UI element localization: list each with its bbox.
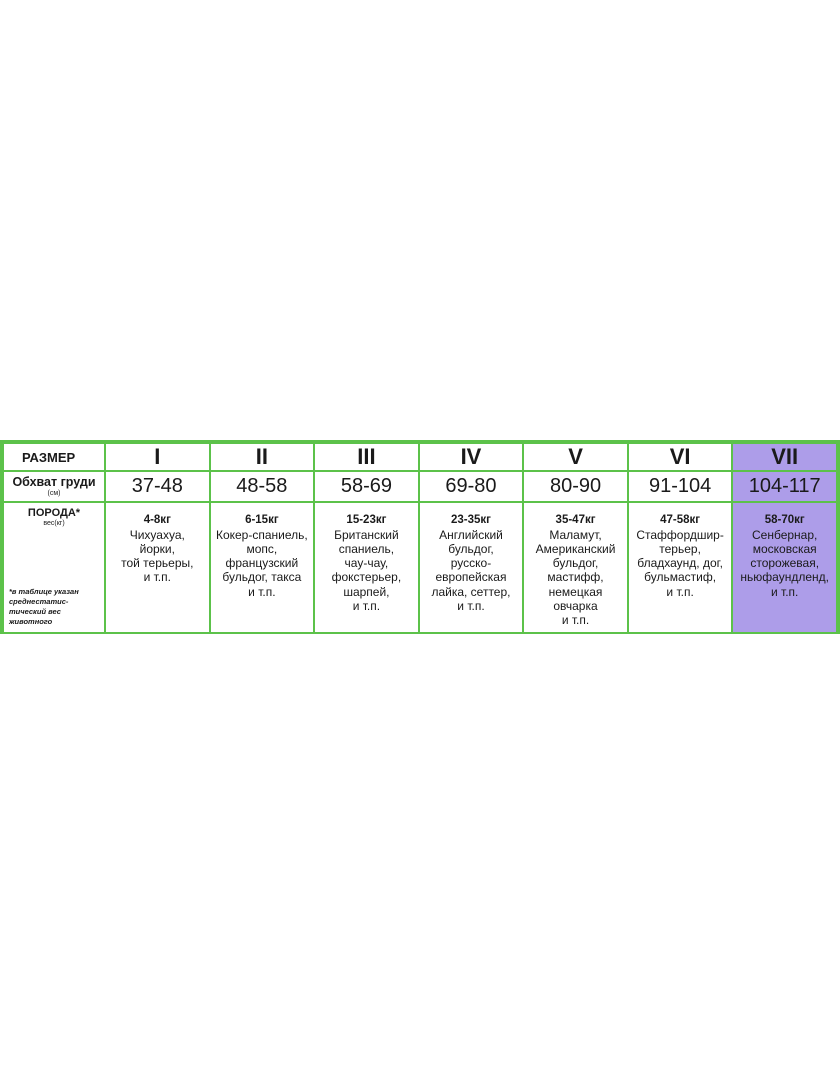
weight-label: вес(кг) [43, 520, 65, 527]
size-row [4, 444, 836, 470]
weight-range: 4-8кг [143, 514, 171, 526]
breed-label-cell [4, 503, 104, 632]
chest-range: 80-90 [524, 472, 627, 501]
breed-label: ПОРОДА* [27, 507, 81, 519]
breed-cell [315, 503, 418, 632]
breed-list: Сенбернар, московская сторожевая, ньюфаундленд, и т.п. [740, 528, 829, 599]
weight-range: 15-23кг [346, 514, 387, 526]
chest-label-cell [4, 472, 104, 501]
weight-range: 35-47кг [555, 514, 596, 526]
breed-cell [211, 503, 314, 632]
breed-cell [629, 503, 732, 632]
weight-range: 47-58кг [660, 514, 701, 526]
chest-range: 37-48 [106, 472, 209, 501]
breed-cell [524, 503, 627, 632]
breed-row [4, 503, 836, 632]
chest-label: Обхват груди [12, 474, 96, 489]
size-roman: III [315, 444, 418, 470]
breed-list: Английский бульдог, русско- европейская лайка, сеттер, и т.п. [431, 528, 511, 613]
chest-row [4, 472, 836, 501]
breed-cell-highlighted [733, 503, 836, 632]
breed-list: Кокер-спаниель, мопс, французский бульдог, такса и т.п. [215, 528, 308, 599]
size-roman-highlighted: VII [733, 444, 836, 470]
breed-list: Британский спаниель, чау-чау, фокстерьер, шарпей, и т.п. [331, 528, 402, 613]
chest-range: 69-80 [420, 472, 523, 501]
size-roman: I [106, 444, 209, 470]
size-roman: V [524, 444, 627, 470]
size-roman: VI [629, 444, 732, 470]
footnote: *в таблице указан среднестатис- тический вес животного [9, 586, 79, 626]
breed-cell [106, 503, 209, 632]
weight-range: 23-35кг [450, 514, 491, 526]
chest-range: 58-69 [315, 472, 418, 501]
weight-range: 6-15кг [245, 514, 279, 526]
breed-cell [420, 503, 523, 632]
breed-list: Чихуахуа, йорки, той терьеры, и т.п. [121, 528, 194, 585]
chest-range: 91-104 [629, 472, 732, 501]
size-roman: II [211, 444, 314, 470]
size-label: РАЗМЕР [4, 444, 104, 470]
size-grid [2, 442, 838, 634]
chest-unit: (см) [47, 490, 61, 498]
breed-list: Стаффордшир- терьер, бладхаунд, дог, бульмастиф, и т.п. [636, 528, 724, 599]
chest-range-highlighted: 104-117 [733, 472, 836, 501]
breed-list: Маламут, Американский бульдог, мастифф, немецкая овчарка и т.п. [535, 528, 616, 627]
weight-range: 58-70кг [764, 514, 805, 526]
size-roman: IV [420, 444, 523, 470]
size-chart-table [0, 440, 840, 634]
chest-range: 48-58 [211, 472, 314, 501]
